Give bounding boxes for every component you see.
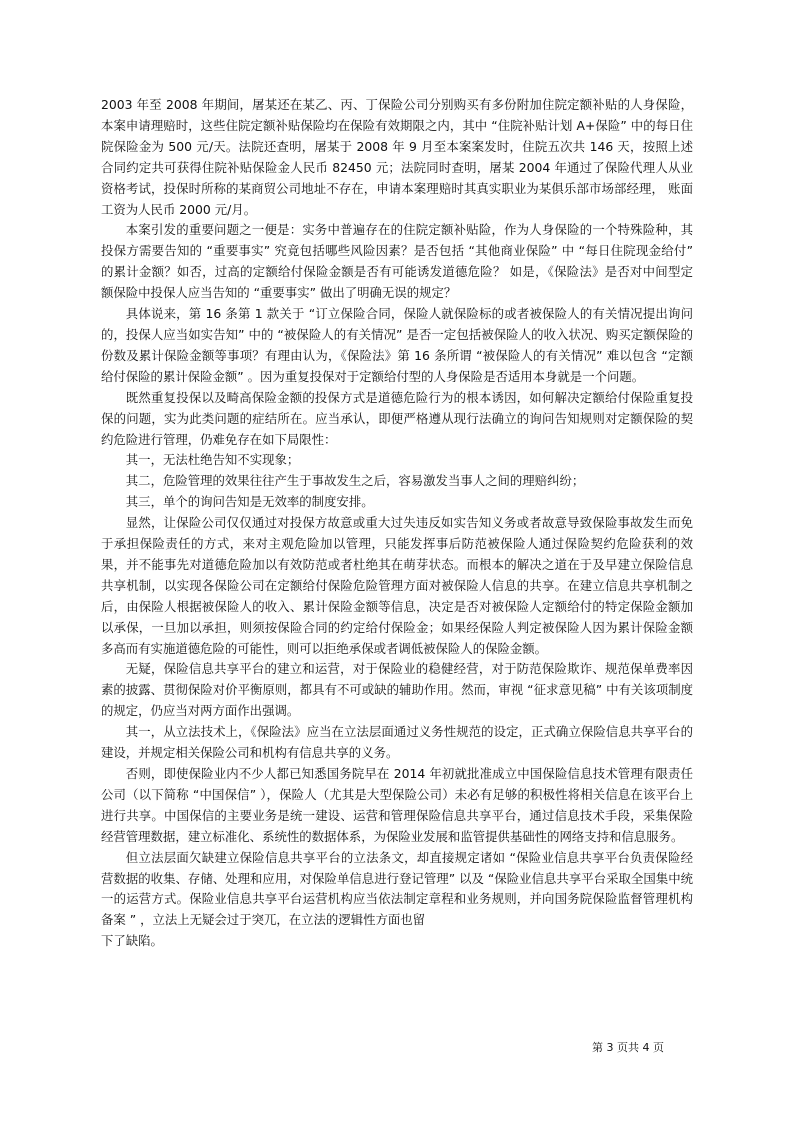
paragraph: 但立法层面欠缺建立保险信息共享平台的立法条文，却直接规定诸如 “保险业信息共享平台负责保险经营数据的收集、存储、处理和应用，对保险单信息进行登记管理” 以及 “保险业信息共享平台采取全国集中统一的运营方式。保险业信息共享平台运营机构应当依法制定章程和业务规则，并向国务院保险监督管理机构备案 ” ，立法上无疑会过于突兀，在立法的逻辑性方面也留 <box>101 849 693 928</box>
paragraph: 具体说来，第 16 条第 1 款关于 “订立保险合同，保险人就保险标的或者被保险人的有关情况提出询问的，投保人应当如实告知” 中的 “被保险人的有关情况” 是否一定包括被保险人的收入状况、购买定额保险的份数及累计保险金额等事项？有理由认为，《保险法》第 16 条所谓 “被保险人的有关情况” 难以包含 “定额给付保险的累计保险金额” 。因为重复投保对于定额给付型的人身保险是否适用本身就是一个问题。 <box>101 306 693 384</box>
paragraph: 2003 年至 2008 年期间，屠某还在某乙、丙、丁保险公司分别购买有多份附加住院定额补贴的人身保险，本案申请理赔时，这些住院定额补贴保险均在保险有效期限之内，其中 “住院补贴计划 A+保险” 中的每日住院保险金为 500 元/天。法院还查明，屠某于 2008 年 9 月至本案案发时，住院五次共 146 天，按照上述合同约定共可获得住院补贴保险金人民币 82450 元；法院同时查明，屠某 2004 年通过了保险代理人从业资格考试，投保时所称的某商贸公司地址不存在，申请本案理赔时其真实职业为某俱乐部市场部经理， 账面工资为人民币 2000 元/月。 <box>101 97 693 217</box>
paragraph: 其三，单个的询问告知是无效率的制度安排。 <box>125 494 374 510</box>
paragraph: 本案引发的重要问题之一便是：实务中普遍存在的住院定额补贴险，作为人身保险的一个特殊险种，其投保方需要告知的 “重要事实” 究竟包括哪些风险因素？是否包括 “其他商业保险” 中 “每日住院现金给付” 的累计金额？如否，过高的定额给付保险金额是否有可能诱发道德危险？ 如是，《保险法》是否对中间型定额保险中投保人应当告知的 “重要事实” 做出了明确无误的规定？ <box>101 222 693 301</box>
paragraph: 显然，让保险公司仅仅通过对投保方故意或重大过失违反如实告知义务或者故意导致保险事故发生而免于承担保险责任的方式，来对主观危险加以管理，只能发挥事后防范被保险人通过保险契约危险获利的效果，并不能事先对道德危险加以有效防范或者杜绝其在萌芽状态。而根本的解决之道在于及早建立保险信息共享机制，以实现各保险公司在定额给付保险危险管理方面对被保险人信息的共享。在建立信息共享机制之后，由保险人根据被保险人的收入、累计保险金额等信息，决定是否对被保险人定额给付的特定保险金额加以承保，一旦加以承担，则须按保险合同的约定给付保险金；如果经保险人判定被保险人因为累计保险金额多高而有实施道德危险的可能性，则可以拒绝承保或者调低被保险人的保险金额。 <box>101 515 693 656</box>
document-body <box>101 95 693 952</box>
paragraph: 既然重复投保以及畸高保险金额的投保方式是道德危险行为的根本诱因，如何解决定额给付保险重复投保的问题，实为此类问题的症结所在。应当承认，即便严格遵从现行法确立的询问告知规则对定额保险的契约危险进行管理，仍难免存在如下局限性： <box>101 389 693 447</box>
paragraph: 否则，即使保险业内不少人都已知悉国务院早在 2014 年初就批准成立中国保险信息技术管理有限责任公司（以下简称 “中国保信” ），保险人（尤其是大型保险公司）未必有足够的积极性将相关信息在该平台上进行共享。中国保信的主要业务是统一建设、运营和管理保险信息共享平台，通过信息技术手段，采集保险经营管理数据，建立标准化、系统性的数据体系，为保险业发展和监管提供基础性的网络支持和信息服务。 <box>101 766 693 844</box>
paragraph: 其一，无法杜绝告知不实现象； <box>125 452 300 468</box>
paragraph: 无疑，保险信息共享平台的建立和运营，对于保险业的稳健经营，对于防范保险欺诈、规范保单费率因素的披露、贯彻保险对价平衡原则，都具有不可或缺的辅助作用。然而，审视 “征求意见稿” 中有关该项制度的规定，仍应当对两方面作出强调。 <box>101 661 693 719</box>
page-number-footer: 第 3 页共 4 页 <box>592 1041 664 1054</box>
paragraph: 其一，从立法技术上，《保险法》应当在立法层面通过义务性规范的设定，正式确立保险信息共享平台的建设，并规定相关保险公司和机构有信息共享的义务。 <box>101 724 693 761</box>
paragraph: 其二，危险管理的效果往往产生于事故发生之后，容易激发当事人之间的理赔纠纷； <box>125 473 585 489</box>
paragraph: 下了缺陷。 <box>101 933 163 949</box>
